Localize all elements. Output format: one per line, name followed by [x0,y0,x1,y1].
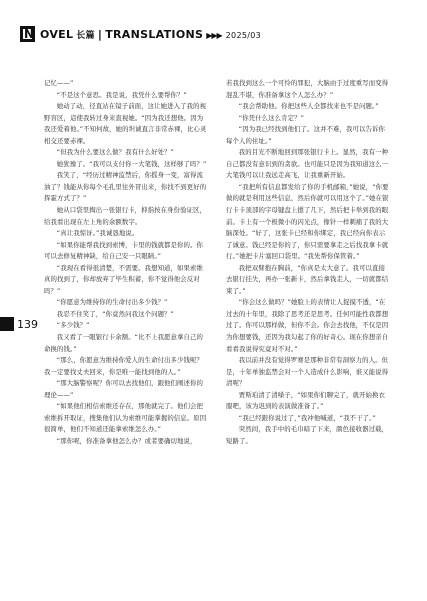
paragraph: “你会这么做吗？”她脸上的表情让人捉摸不透，“在过去的十年里，我除了思考还是思考。任何可能性我都想过了。你可以那样做，但你不会。你会去找他，不仅是因为你想要钱，还因为我勾起了你的好奇心。现在你想亲自看看我说得究竟对不对。” [226,298,389,353]
header-text [40,28,261,41]
paragraph: “我把所有信息都发给了你的手机邮箱，”她说，“你要做的就是利用这些信息，然后你就可以用这个了。”她在银行卡卡顶部的字母键盘上摁了几下，然后把卡举到我的眼前。卡上有一个极微小的闪光点，像针一样刺痛了我的大脑深处。“好了，这张卡已经和你绑定，我已经向你表示了诚意。钱已经是你的了，你只需要拿走之后找我拿卡就行。”她把卡片塞回口袋里。“我先帮你保管着。” [226,182,389,261]
paragraph: 她动了动，径直站在镜子前面，这让她进入了我的视野盲区，這使我转过身来直视她。“因为我还想他。因为我还爱着他。”不知何故，她的坦诚直言非常赤裸，比心灵相交还要赤裸。 [44,102,207,145]
logo-letter: N [24,27,35,41]
paragraph: “那大脑警察呢？你可以去找他们，跟他们阐述你的理论——” [44,379,204,399]
paragraph: 若我找到这么一个可怜的罪犯，大脑由于过度重写而变得混乱不堪，你准备拿这个人怎么办？” [226,79,389,99]
paragraph: “真让我惊讶。”我诚恳地说。 [56,229,139,238]
paragraph: 我的目光不断地回到那张银行卡上。显然，我有一种自己都没有意识到的贪欲。也可能只是因为我知道这么一大笔钱可以让我远走高飞，让我重新开始。 [226,148,389,180]
paragraph: “因为我已经找到他们了。这并不难，我可以告诉你每个人的住址。” [226,125,386,145]
paragraph: “我现在看得很清楚，不需要。我想知道，如果索维真的找到了，你却放弃了毕生积蓄，你不觉得他会反对吗？” [44,263,204,295]
header-title-cn: 长篇 [76,31,95,41]
paragraph: “那么，你愿意为维持你爱人的生命付出多少钱呢？我一定要找丈夫回来，你是唯一能找到他的人。” [44,356,204,376]
header-separator: | [97,28,103,41]
paragraph: “不是这个意思。我是说，我凭什么要帮你？” [56,90,187,99]
paragraph: 她犹豫了。“我可以支付你一大笔钱，这样够了吗？” [56,159,207,168]
page-number: 139 [17,318,38,331]
paragraph: “我已经跟你说过了，”我冲他喊道，“我不干了。” [238,413,376,422]
header-section: TRANSLATIONS [105,28,204,41]
paragraph: 我又看了一眼银行卡余额。“比不上我愿意拿自己的命换的钱。” [44,333,204,353]
paragraph: 我忍不住笑了，“你竟然问我这个问题？” [56,309,174,318]
header-title: OVEL [40,28,74,41]
text-column-right [226,78,389,448]
paragraph: “如果他们相信索维还存在，那他就完了。他们会把索维拆开取证，搜集他们认为索维可能掌握的信息。原因很简单，他们不知道还能拿索维怎么办。” [44,402,207,434]
paragraph: “我会帮助他。你把这些人全都找来也不是问题。” [238,102,379,111]
paragraph: “你愿意为维持你的生命付出多少钱？” [56,298,168,307]
paragraph: 我把双臂抱在胸前，“你真是太大意了。我可以直接去银行挂失，再办一张新卡，然后拿钱走人，一切就都结束了。” [226,263,389,295]
paragraph: 我笑了，“经历过精神监禁后，你摇身一变，富得流油了？钱能从你每个毛孔里往外冒出来，你找不到更好的挥霍方式了？” [44,171,207,203]
page-tab-marker [0,317,14,331]
paragraph: 我以前并没有觉得罗赛是那种非常有洞察力的人。但是，十年单独监禁会对一个人造成什么影响，谁又能说得清呢？ [226,356,389,388]
paragraph: “你凭什么这么肯定？” [238,113,305,122]
paragraph: “如果你能帮我找到索博，卡里的钱就都是你的。你可以去修复精神缺，给自己安一只眼睛。” [44,240,204,261]
paragraph: 她从口袋里掏出一张银行卡，抑指按在身份验证区，给我看出现在左上角的余额数字。 [44,206,207,226]
magazine-logo [20,26,35,42]
paragraph: 记忆——” [44,79,74,87]
paragraph: 贾斯珀清了清嗓子，“如果你们聊完了，就开始换衣服吧，该为迟到的表演做准备了。” [226,390,386,411]
page-header [20,26,415,46]
paragraph: 突然间，我手中的毛巾暗了下来，颜色接收器过载，短路了。 [226,425,389,445]
text-column-left [44,78,207,448]
paragraph: “那你呢，你准备拿他怎么办？或者要确切地说， [56,436,197,445]
header-issue: 2025/03 [225,31,262,40]
paragraph: “多少钱？” [56,321,90,330]
arrows-icon: ▶▶▶ [206,31,222,40]
paragraph: “但我为什么要这么做？我有什么好处？” [56,148,174,157]
